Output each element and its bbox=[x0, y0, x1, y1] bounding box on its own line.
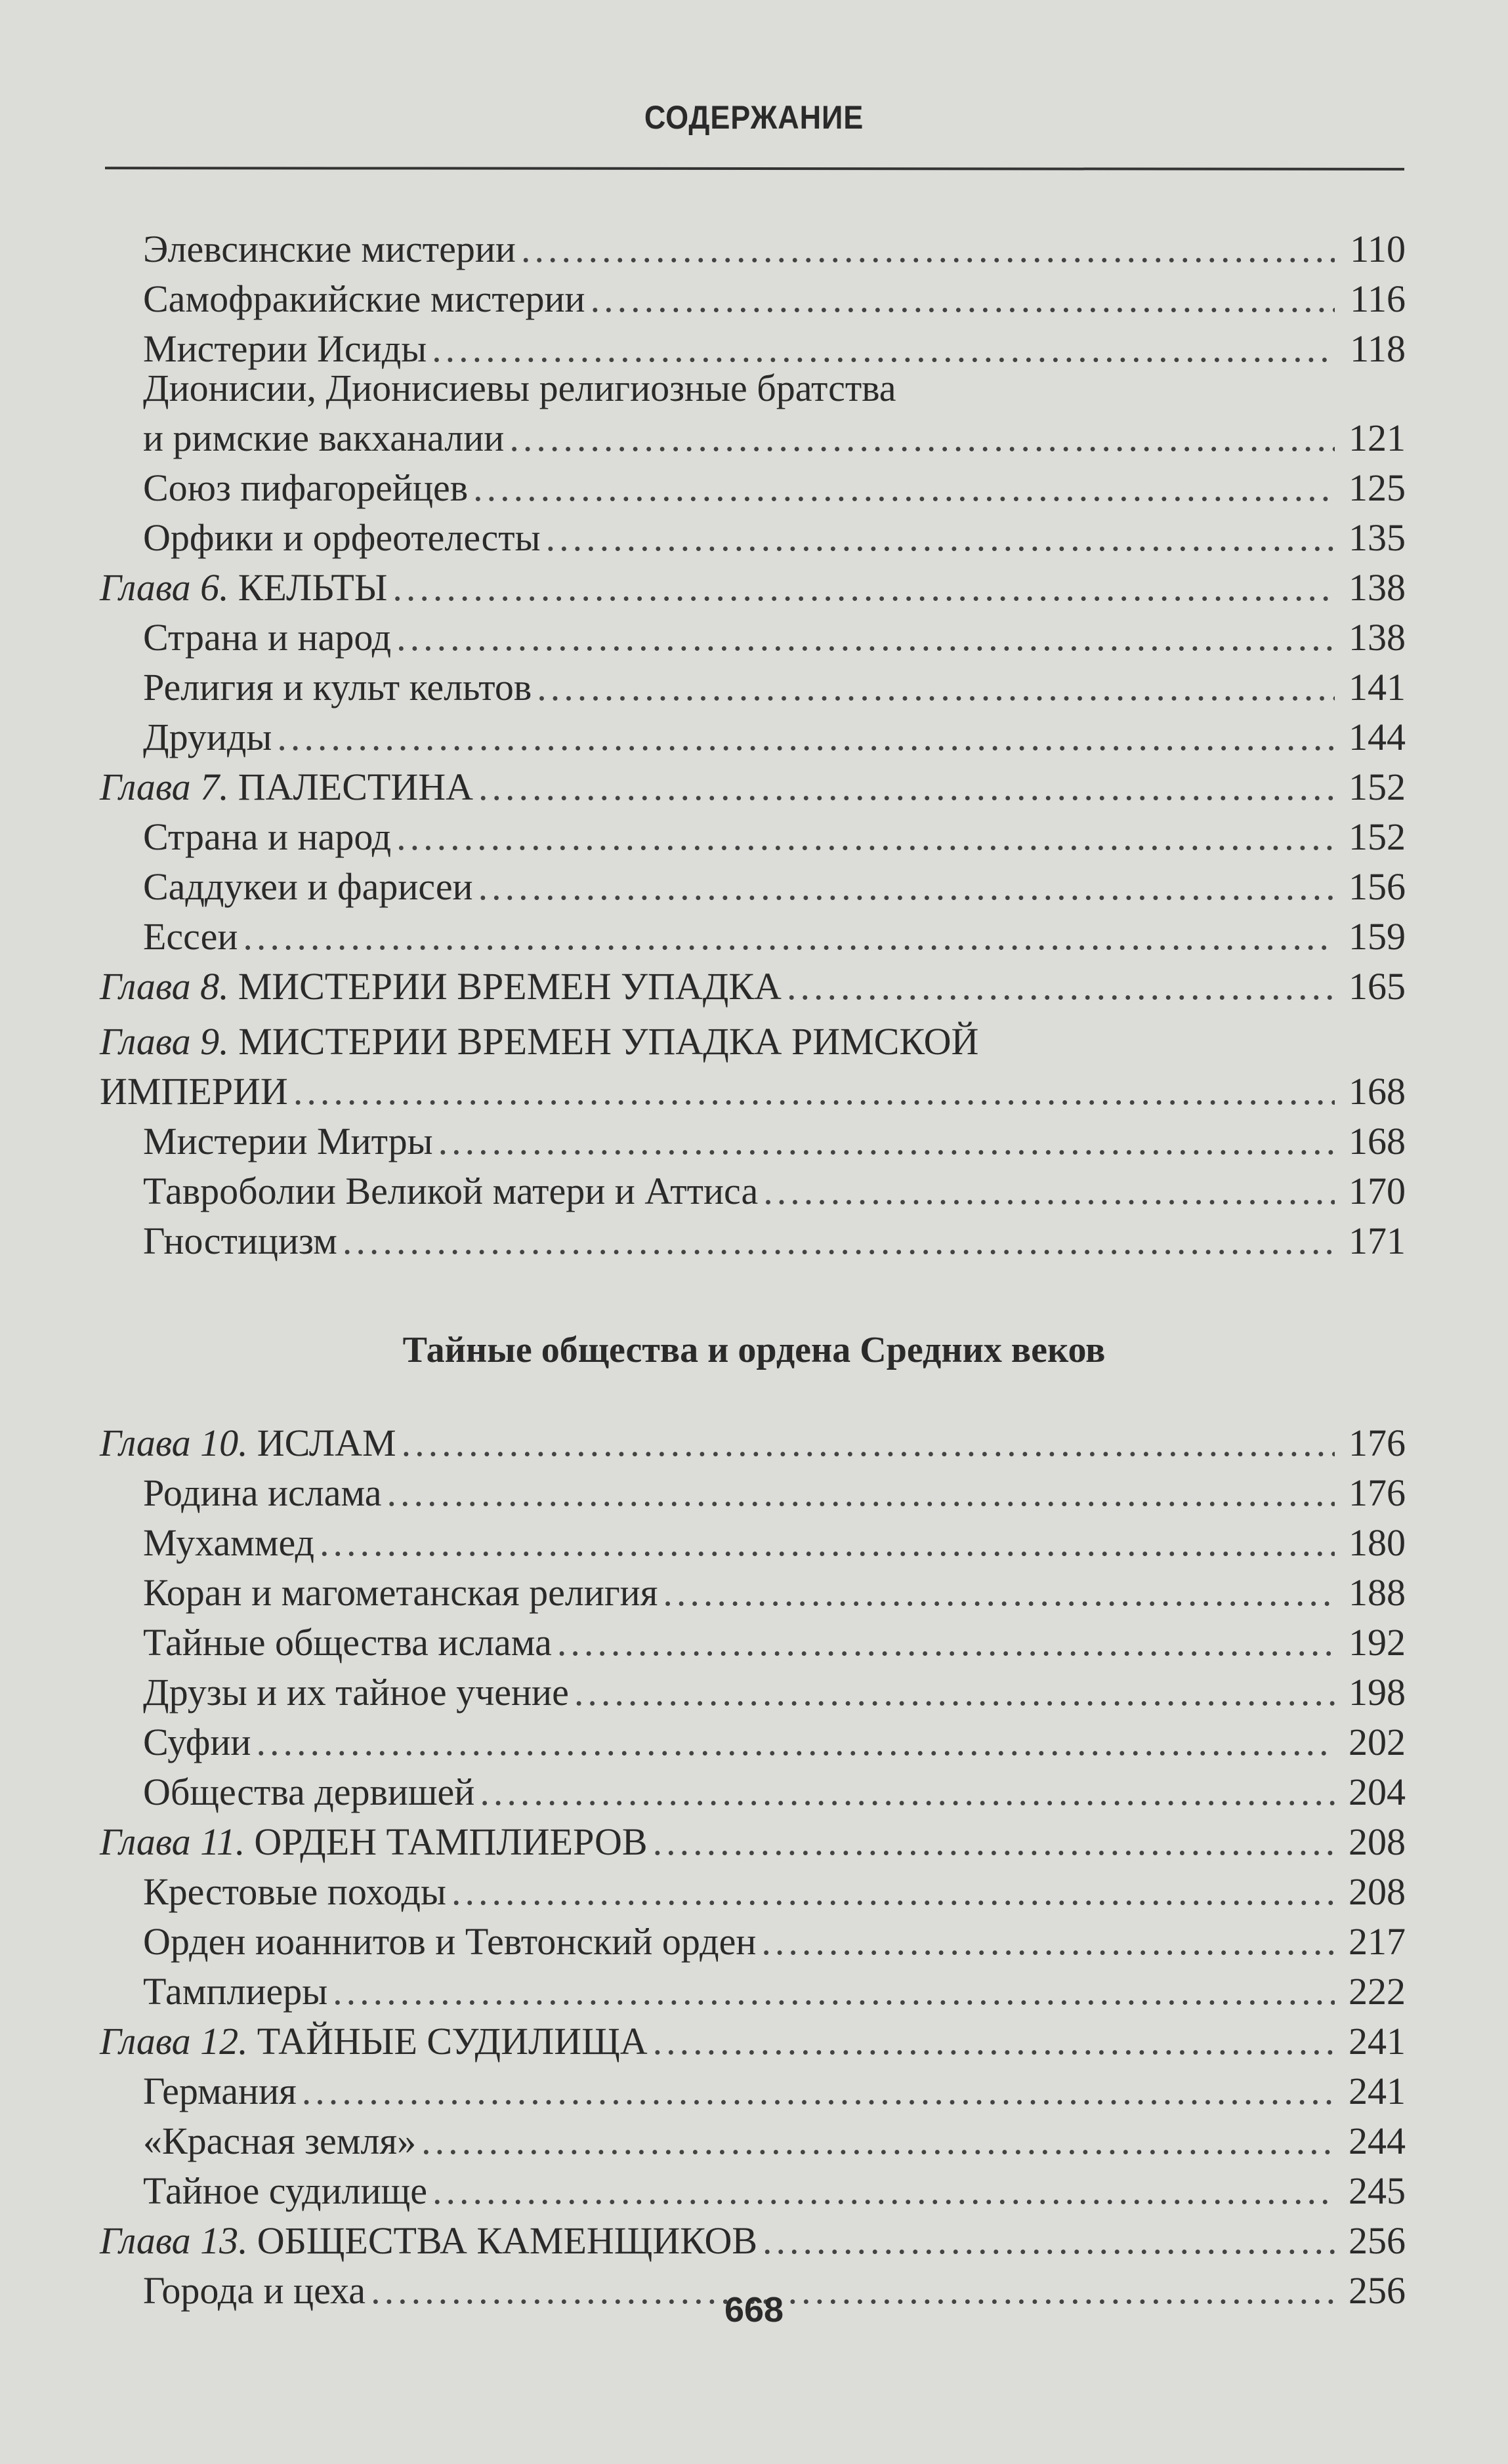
entry-label: Ессеи bbox=[143, 915, 238, 958]
leader-dots bbox=[256, 1717, 1335, 1767]
leader-dots bbox=[761, 1917, 1335, 1967]
entry-label: Родина ислама bbox=[143, 1471, 382, 1514]
toc-entry[interactable] bbox=[143, 663, 1406, 712]
entry-page-number: 170 bbox=[1349, 1170, 1406, 1212]
toc-chapter-entry[interactable] bbox=[100, 1418, 1406, 1468]
entry-label: Гностицизм bbox=[143, 1220, 337, 1262]
entry-page-number: 204 bbox=[1349, 1771, 1406, 1813]
entry-page-number: 171 bbox=[1349, 1220, 1406, 1262]
entry-label: Тайное судилище bbox=[143, 2169, 428, 2212]
toc-wrap-line-chapter bbox=[100, 1017, 978, 1067]
leader-dots bbox=[763, 1166, 1335, 1216]
leader-dots bbox=[333, 1967, 1335, 2017]
entry-label: ОРДЕН ТАМПЛИЕРОВ bbox=[254, 1820, 648, 1863]
leader-dots bbox=[293, 1067, 1335, 1117]
entry-page-number: 241 bbox=[1349, 2020, 1406, 2063]
entry-label: Суфии bbox=[143, 1721, 251, 1763]
entry-label: Страна и народ bbox=[143, 616, 392, 659]
entry-page-number: 152 bbox=[1349, 815, 1406, 858]
leader-dots bbox=[537, 663, 1335, 712]
toc-entry[interactable] bbox=[143, 1668, 1406, 1717]
entry-label: Тамплиеры bbox=[143, 1970, 328, 2013]
chapter-prefix: Глава 11. bbox=[100, 1820, 245, 1863]
entry-label: Мистерии Митры bbox=[143, 1120, 433, 1162]
entry-label: ИСЛАМ bbox=[257, 1422, 396, 1464]
entry-page-number: 256 bbox=[1349, 2219, 1406, 2262]
entry-page-number: 135 bbox=[1349, 516, 1406, 559]
running-header: СОДЕРЖАНИЕ bbox=[644, 99, 864, 136]
toc-entry[interactable] bbox=[143, 1717, 1406, 1767]
toc-entry[interactable] bbox=[143, 712, 1406, 762]
entry-page-number: 208 bbox=[1349, 1870, 1406, 1913]
entry-label: Самофракийские мистерии bbox=[143, 277, 585, 320]
leader-dots bbox=[478, 862, 1335, 912]
entry-label: Мистерии Исиды bbox=[143, 327, 427, 370]
toc-chapter-entry[interactable] bbox=[100, 1817, 1406, 1867]
leader-dots bbox=[653, 1817, 1335, 1867]
entry-page-number: 176 bbox=[1349, 1471, 1406, 1514]
entry-page-number: 198 bbox=[1349, 1671, 1406, 1714]
entry-page-number: 241 bbox=[1349, 2070, 1406, 2112]
toc-entry[interactable] bbox=[100, 1067, 1406, 1117]
entry-page-number: 118 bbox=[1350, 327, 1406, 370]
leader-dots bbox=[387, 1468, 1335, 1518]
entry-page-number: 222 bbox=[1349, 1970, 1406, 2013]
toc-entry[interactable] bbox=[143, 1117, 1406, 1166]
chapter-prefix: Глава 8. bbox=[100, 965, 229, 1008]
leader-dots bbox=[451, 1867, 1335, 1917]
leader-dots bbox=[653, 2017, 1335, 2066]
entry-page-number: 168 bbox=[1349, 1120, 1406, 1162]
leader-dots bbox=[557, 1618, 1335, 1668]
entry-page-number: 141 bbox=[1349, 666, 1406, 708]
entry-page-number: 138 bbox=[1349, 566, 1406, 609]
toc-chapter-entry[interactable] bbox=[100, 762, 1406, 812]
entry-page-number: 156 bbox=[1349, 865, 1406, 908]
entry-page-number: 192 bbox=[1349, 1621, 1406, 1664]
entry-page-number: 180 bbox=[1349, 1521, 1406, 1564]
toc-entry[interactable] bbox=[143, 324, 1406, 374]
entry-label: ПАЛЕСТИНА bbox=[238, 766, 473, 808]
leader-dots bbox=[521, 224, 1335, 274]
leader-dots bbox=[402, 1418, 1335, 1468]
entry-label: «Красная земля» bbox=[143, 2120, 417, 2162]
toc-entry[interactable] bbox=[143, 613, 1406, 663]
entry-label: ОБЩЕСТВА КАМЕНЩИКОВ bbox=[257, 2219, 758, 2262]
leader-dots bbox=[478, 762, 1335, 812]
entry-page-number: 138 bbox=[1349, 616, 1406, 659]
section-title: Тайные общества и ордена Средних веков bbox=[402, 1330, 1106, 1370]
leader-dots bbox=[763, 2216, 1335, 2266]
entry-label: Друзы и их тайное учение bbox=[143, 1671, 569, 1714]
toc-entry[interactable] bbox=[143, 2116, 1406, 2166]
toc-entry[interactable] bbox=[143, 1917, 1406, 1967]
toc-entry[interactable] bbox=[143, 2066, 1406, 2116]
toc-entry[interactable] bbox=[143, 274, 1406, 324]
toc-entry[interactable] bbox=[143, 224, 1406, 274]
toc-entry[interactable] bbox=[143, 2166, 1406, 2216]
entry-label: Религия и культ кельтов bbox=[143, 666, 532, 708]
leader-dots bbox=[392, 563, 1335, 613]
chapter-prefix: Глава 9. bbox=[100, 1020, 229, 1063]
entry-page-number: 125 bbox=[1349, 466, 1406, 509]
leader-dots bbox=[302, 2066, 1335, 2116]
entry-page-number: 176 bbox=[1349, 1422, 1406, 1464]
toc-entry[interactable] bbox=[143, 1867, 1406, 1917]
toc-entry[interactable] bbox=[143, 812, 1406, 862]
chapter-prefix: Глава 13. bbox=[100, 2219, 248, 2262]
toc-entry[interactable] bbox=[143, 1618, 1406, 1668]
entry-label: Тайные общества ислама bbox=[143, 1621, 552, 1664]
entry-page-number: 165 bbox=[1349, 965, 1406, 1008]
entry-page-number: 144 bbox=[1349, 716, 1406, 758]
entry-label: Союз пифагорейцев bbox=[143, 466, 469, 509]
leader-dots bbox=[243, 912, 1335, 962]
page-number: 668 bbox=[724, 2290, 784, 2330]
toc-entry[interactable] bbox=[143, 912, 1406, 962]
toc-entry[interactable] bbox=[143, 862, 1406, 912]
entry-page-number: 217 bbox=[1349, 1920, 1406, 1963]
leader-dots bbox=[480, 1767, 1335, 1817]
leader-dots bbox=[277, 712, 1335, 762]
entry-label: Элевсинские мистерии bbox=[143, 228, 516, 270]
entry-page-number: 256 bbox=[1349, 2269, 1406, 2312]
leader-dots bbox=[432, 2166, 1335, 2216]
entry-page-number: 152 bbox=[1349, 766, 1406, 808]
entry-label: Города и цеха bbox=[143, 2269, 366, 2312]
leader-dots bbox=[509, 413, 1335, 463]
leader-dots bbox=[438, 1117, 1335, 1166]
toc-entry[interactable] bbox=[143, 513, 1406, 563]
toc-wrap-line: Дионисии, Дионисиевы религиозные братства bbox=[143, 367, 896, 409]
entry-page-number: 168 bbox=[1349, 1070, 1406, 1113]
entry-label: МИСТЕРИИ ВРЕМЕН УПАДКА bbox=[238, 965, 782, 1008]
entry-label: ИМПЕРИИ bbox=[100, 1070, 288, 1113]
entry-label: Германия bbox=[143, 2070, 297, 2112]
entry-label: Страна и народ bbox=[143, 815, 392, 858]
entry-page-number: 159 bbox=[1349, 915, 1406, 958]
chapter-prefix: Глава 6. bbox=[100, 566, 229, 609]
toc-chapter-entry[interactable] bbox=[100, 2017, 1406, 2066]
leader-dots bbox=[591, 274, 1335, 324]
toc-entry[interactable] bbox=[143, 1166, 1406, 1216]
entry-page-number: 121 bbox=[1349, 417, 1406, 459]
entry-page-number: 208 bbox=[1349, 1820, 1406, 1863]
entry-label: Мухаммед bbox=[143, 1521, 314, 1564]
chapter-title: МИСТЕРИИ ВРЕМЕН УПАДКА РИМСКОЙ bbox=[238, 1020, 979, 1063]
entry-label: Общества дервишей bbox=[143, 1771, 475, 1813]
header-rule bbox=[105, 167, 1404, 171]
entry-label: ТАЙНЫЕ СУДИЛИЩА bbox=[257, 2020, 648, 2063]
chapter-prefix: Глава 7. bbox=[100, 766, 229, 808]
leader-dots bbox=[320, 1518, 1335, 1568]
entry-label: Друиды bbox=[143, 716, 272, 758]
entry-label: КЕЛЬТЫ bbox=[238, 566, 388, 609]
toc-entry[interactable] bbox=[143, 463, 1406, 513]
toc-entry[interactable] bbox=[143, 1568, 1406, 1618]
leader-dots bbox=[396, 812, 1335, 862]
chapter-prefix: Глава 12. bbox=[100, 2020, 248, 2063]
toc-entry[interactable] bbox=[143, 1468, 1406, 1518]
toc-entry[interactable] bbox=[143, 413, 1406, 463]
leader-dots bbox=[432, 324, 1335, 374]
leader-dots bbox=[396, 613, 1335, 663]
entry-label: Крестовые походы bbox=[143, 1870, 446, 1913]
leader-dots bbox=[546, 513, 1335, 563]
toc-chapter-entry[interactable] bbox=[100, 962, 1406, 1012]
entry-page-number: 245 bbox=[1349, 2169, 1406, 2212]
entry-label: Коран и магометанская религия bbox=[143, 1571, 658, 1614]
leader-dots bbox=[663, 1568, 1335, 1618]
leader-dots bbox=[574, 1668, 1335, 1717]
leader-dots bbox=[787, 962, 1335, 1012]
entry-page-number: 110 bbox=[1350, 228, 1406, 270]
toc-entry[interactable] bbox=[143, 1216, 1406, 1266]
toc-entry[interactable] bbox=[143, 1518, 1406, 1568]
entry-page-number: 188 bbox=[1349, 1571, 1406, 1614]
entry-label: Орден иоаннитов и Тевтонский орден bbox=[143, 1920, 757, 1963]
entry-page-number: 244 bbox=[1349, 2120, 1406, 2162]
entry-label: Орфики и орфеотелесты bbox=[143, 516, 541, 559]
entry-label: Саддукеи и фарисеи bbox=[143, 865, 473, 908]
entry-page-number: 202 bbox=[1349, 1721, 1406, 1763]
entry-page-number: 116 bbox=[1350, 277, 1406, 320]
toc-entry[interactable] bbox=[143, 1767, 1406, 1817]
entry-label: Тавроболии Великой матери и Аттиса bbox=[143, 1170, 759, 1212]
toc-chapter-entry[interactable] bbox=[100, 563, 1406, 613]
chapter-prefix: Глава 10. bbox=[100, 1422, 248, 1464]
leader-dots bbox=[473, 463, 1335, 513]
entry-label: и римские вакханалии bbox=[143, 417, 505, 459]
leader-dots bbox=[343, 1216, 1335, 1266]
leader-dots bbox=[421, 2116, 1335, 2166]
toc-chapter-entry[interactable] bbox=[100, 2216, 1406, 2266]
toc-entry[interactable] bbox=[143, 1967, 1406, 2017]
